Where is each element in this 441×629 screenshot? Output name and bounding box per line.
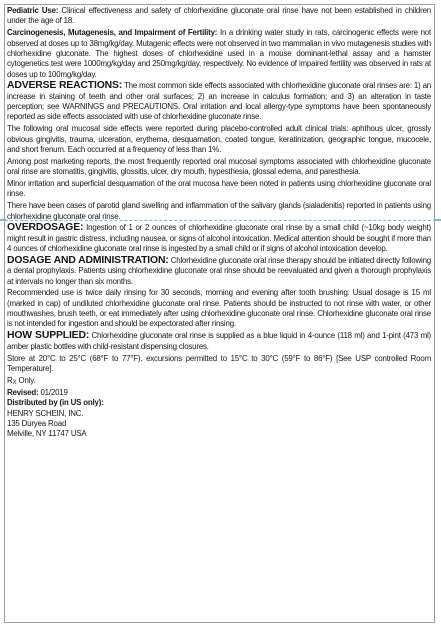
overdosage-section — [7, 223, 431, 254]
storage-text: Store at 20°C to 25°C (68°F to 77°F), excursions permitted to 15°C to 30°C (59°F to 86°F) [See USP controlled Room Temperature]. — [7, 353, 431, 373]
dosage-text: Chlorhexidine gluconate oral rinse therapy should be initiated directly following a dental prophylaxis. Patients using chlorhexidine gluconate oral rinse should be reevaluated and given a thorough prophylaxis at intervals no longer than six months. — [7, 255, 431, 286]
how-supplied-heading: HOW SUPPLIED: — [7, 330, 90, 342]
distributor-city: Melville, NY 11747 USA — [7, 429, 87, 439]
rx-only — [7, 376, 431, 388]
carcinogenesis-label: Carcinogenesis, Mutagenesis, and Impairment of Fertility: — [7, 28, 218, 38]
adverse-reactions-section — [7, 81, 431, 122]
rx-symbol-r: R — [7, 375, 13, 385]
adverse-post-marketing: Among post marketing reports, the most frequently reported oral mucosal symptoms associated with chlorhexidine gluconate oral rinse are stomatitis, gingivitis, glossitis, ulcer, dry mouth, hypesthesia, glossal edema, and paresthesia. — [7, 156, 431, 177]
distributor-name: HENRY SCHEIN, INC. — [7, 408, 84, 418]
adverse-reactions-heading: ADVERSE REACTIONS: — [7, 80, 123, 92]
fold-mark-left — [0, 219, 6, 221]
revised-date — [7, 388, 431, 398]
footer-block — [7, 376, 431, 440]
dosage-heading: DOSAGE AND ADMINISTRATION: — [7, 254, 169, 266]
rx-symbol-x: X — [12, 378, 17, 386]
revised-value: 01/2019 — [38, 388, 68, 398]
pediatric-use-text: Clinical effectiveness and safety of chlorhexidine gluconate oral rinse have not been established in children under the age of 18. — [7, 6, 431, 26]
carcinogenesis-text: In a drinking water study in rats, carcinogenic effects were not observed at doses up to 38mg/kg/day. Mutagenic effects were not observed in two mammalian in vivo mutagenesis studies with chlorhexidine gluconate. The highest doses of chlorhexidine used in a mouse dominant-lethal assay and a hamster cytogenetics test were 1000mg/kg/day and 250mg/kg/day, respectively. No evidence of impaired fertility was observed in rats at doses up to 100mg/kg/day. — [7, 28, 431, 79]
adverse-clinical-trials: The following oral mucosal side effects were reported during placebo-controlled adult clinical trials: aphthous ulcer, grossly obvious gingivitis, trauma, ulceration, erythema, desquamation, coated tongue, keratinization, geographic tongue, mucocele, and short frenum. Each occurred at a frequency of less than 1%. — [7, 124, 431, 154]
how-supplied-text: Chlorhexidine gluconate oral rinse is supplied as a blue liquid in 4-ounce (118 ml) and 1-pint (473 ml) amber plastic bottles with child-resistant dispensing closures. — [7, 331, 431, 351]
rx-only-text: Only. — [16, 375, 36, 385]
adverse-minor-irritation: Minor irritation and superficial desquamation of the oral mucosa have been noted in patients using chlorhexidine gluconate oral rinse. — [7, 179, 431, 199]
fold-mark-right — [435, 219, 441, 221]
dosage-recommended-use: Recommended use is twice daily rinsing for 30 seconds, morning and evening after tooth brushing. Usual dosage is 15 ml (marked in cap) of undiluted chlorhexidine gluconate oral rinse. Patients should be instructed to not rinse with water, or other mouthwashes, brush teeth, or eat immediately after using chlorhexidine gluconate oral rinse. Chlorhexidine gluconate oral rinse is not intended for ingestion and should be expectorated after rinsing. — [7, 288, 431, 329]
how-supplied-section — [7, 331, 431, 352]
adverse-parotid: There have been cases of parotid gland swelling and inflammation of the salivary glands (sialadenitis) reported in patients using chlorhexidine gluconate oral rinse. — [7, 201, 431, 221]
distributor-label: Distributed by (in US only): — [7, 398, 104, 408]
adverse-reactions-text: The most common side effects associated with chlorhexidine gluconate oral rinses are: 1) an increase in staining of teeth and other oral surfaces; 2) an increase in calculus formation; and 3) an alteration in taste perception; see WARNINGS and PRECAUTIONS. Oral irritation and local allergy-type symptoms have been spontaneously reported as side effects associated with use of chlorhexidine gluconate rinse. — [7, 81, 431, 122]
package-insert-text — [7, 6, 431, 621]
pediatric-use-section — [7, 6, 431, 27]
pediatric-use-label: Pediatric Use: — [7, 6, 59, 15]
dosage-section — [7, 256, 431, 287]
carcinogenesis-section — [7, 28, 431, 80]
overdosage-heading: OVERDOSAGE: — [7, 222, 84, 234]
distributor-street: 135 Duryea Road — [7, 419, 67, 429]
revised-label: Revised: — [7, 388, 39, 398]
overdosage-text: Ingestion of 1 or 2 ounces of chlorhexidine gluconate oral rinse by a small child (~10kg body weight) might result in gastric distress, including nausea, or signs of alcohol intoxication. Medical attention should be sought if more than 4 ounces of chlorhexidine gluconate oral rinse is ingested by a small child or if signs of alcohol intoxication develop. — [7, 223, 431, 254]
